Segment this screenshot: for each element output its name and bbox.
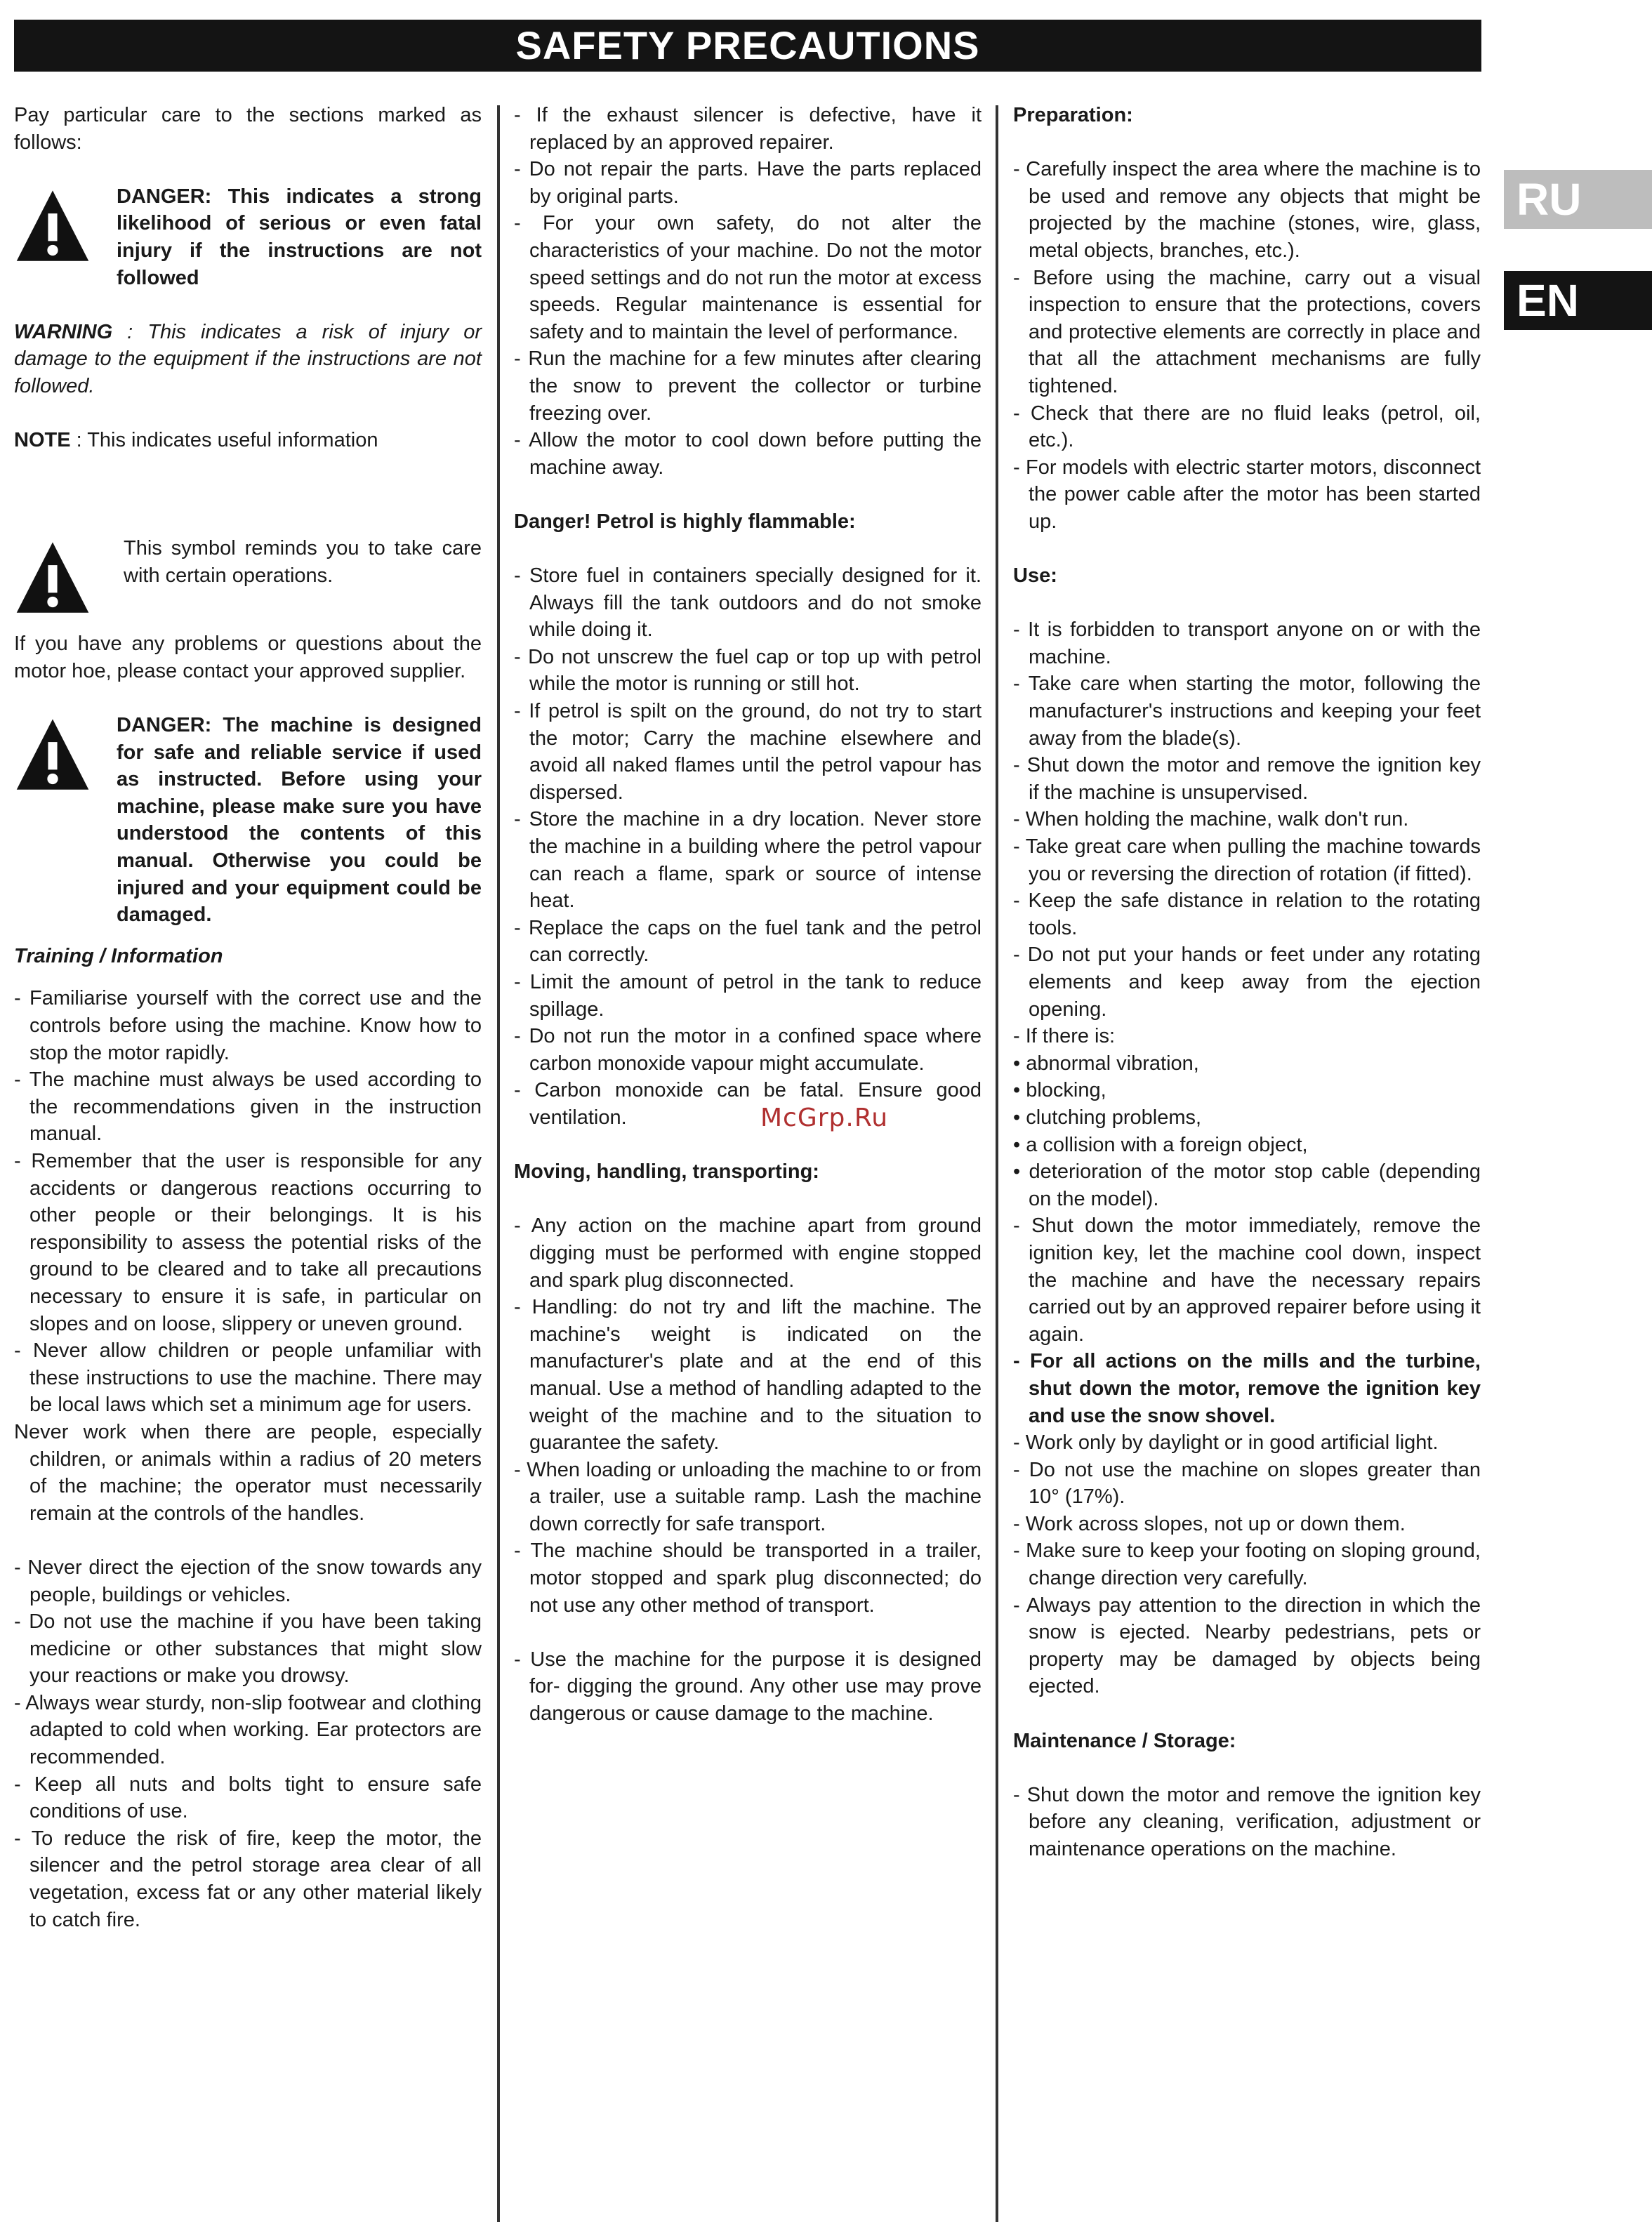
symbol-notice — [14, 535, 482, 623]
use-item: - Shut down the motor immediately, remove the ignition key, let the machine cool down, inspect the machine and have the necessary repairs carried out by an approved repairer before using it again. — [1013, 1214, 1481, 1346]
list-item: - If the exhaust silencer is defective, have it replaced by an approved repairer. — [514, 104, 982, 154]
training-item: - The machine must always be used according to the recommendations given in the instruction manual. — [14, 1068, 482, 1146]
danger-notice-1 — [14, 183, 482, 291]
purpose-item: - Use the machine for the purpose it is designed for- digging the ground. Any other use may prove dangerous or cause damage to the machine. — [514, 1648, 982, 1726]
danger-2-text: DANGER: The machine is designed for safe and reliable service if used as instructed. Before using your machine, please make sure you have understood the contents of this manual. Otherwise you could be injured and your equipment could be damaged. — [117, 714, 482, 927]
warning-triangle-icon — [14, 539, 91, 623]
use-item: - Work only by daylight or in good artificial light. — [1013, 1431, 1439, 1455]
use-item: - Work across slopes, not up or down them. — [1013, 1512, 1406, 1535]
column-divider-2 — [996, 105, 998, 2222]
training-item: - To reduce the risk of fire, keep the motor, the silencer and the petrol storage area clear of all vegetation, excess fat or any other material likely to catch fire. — [14, 1827, 482, 1931]
use-item: - Always pay attention to the direction in which the snow is ejected. Nearby pedestrians, pets or property may be damaged by objects being ejected. — [1013, 1594, 1481, 1698]
use-item: - Make sure to keep your footing on sloping ground, change direction very carefully. — [1013, 1540, 1481, 1590]
bullet-item: • blocking, — [1013, 1079, 1106, 1102]
maintenance-heading: Maintenance / Storage: — [1013, 1729, 1236, 1752]
problems-text: If you have any problems or questions about the motor hoe, please contact your approved supplier. — [14, 633, 482, 682]
petrol-item: - Store the machine in a dry location. Never store the machine in a building where the petrol vapour can reach a flame, spark or source of intense heat. — [514, 808, 982, 913]
moving-item: - The machine should be transported in a trailer, motor stopped and spark plug disconnected; do not use any other method of transport. — [514, 1540, 982, 1617]
intro-text: Pay particular care to the sections marked as follows: — [14, 104, 482, 154]
danger-1-text: DANGER: This indicates a strong likelihood of serious or even fatal injury if the instructions are not followed — [117, 185, 482, 289]
use-item: - Take care when starting the motor, following the manufacturer's instructions and keeping your feet away from the blade(s). — [1013, 673, 1481, 750]
never-work-text: Never work when there are people, especially children, or animals within a radius of 20 meters of the machine; the operator must necessarily remain at the controls of the handles. — [14, 1420, 482, 1525]
training-item: - Remember that the user is responsible for any accidents or dangerous reactions occurring to other people or their belongings. It is his responsibility to assess the potential risks of the ground to be cleared and to take all precautions necessary to ensure it is safe, in particular on slopes and on loose, slippery or uneven ground. — [14, 1150, 482, 1335]
training-item: - Keep all nuts and bolts tight to ensure safe conditions of use. — [14, 1773, 482, 1823]
moving-item: - When loading or unloading the machine to or from a trailer, use a suitable ramp. Lash the machine down correctly for safe transport. — [514, 1458, 982, 1535]
use-item: - When holding the machine, walk don't run. — [1013, 808, 1409, 831]
danger-notice-2 — [14, 712, 482, 929]
moving-item: - Any action on the machine apart from ground digging must be performed with engine stopped and spark plug disconnected. — [514, 1214, 982, 1292]
petrol-item: - Replace the caps on the fuel tank and the petrol can correctly. — [514, 916, 982, 967]
use-item: - Do not use the machine on slopes greater than 10° (17%). — [1013, 1458, 1481, 1509]
preparation-heading: Preparation: — [1013, 104, 1133, 126]
petrol-item: - Store fuel in containers specially designed for it. Always fill the tank outdoors and do not smoke while doing it. — [514, 564, 982, 642]
column-3 — [1013, 102, 1481, 1863]
training-heading: Training / Information — [14, 944, 223, 967]
symbol-text: This symbol reminds you to take care with certain operations. — [124, 537, 482, 587]
note-text: : This indicates useful information — [70, 429, 378, 452]
warning-text: : This indicates a risk of injury or damage to the equipment if the instructions are not followed. — [14, 320, 482, 397]
bullet-item: • a collision with a foreign object, — [1013, 1133, 1308, 1156]
page-title: SAFETY PRECAUTIONS — [14, 20, 1481, 72]
moving-item: - Handling: do not try and lift the machine. The machine's weight is indicated on the manufacturer's plate and at the end of this manual. Use a method of handling adapted to the weight of the machine and to the situation to guarantee the safety. — [514, 1296, 982, 1455]
use-item: - Keep the safe distance in relation to the rotating tools. — [1013, 889, 1481, 939]
warning-label: WARNING — [14, 320, 113, 343]
watermark: McGrp.Ru — [760, 1104, 889, 1132]
bullet-item: • abnormal vibration, — [1013, 1052, 1199, 1075]
use-item: - It is forbidden to transport anyone on or with the machine. — [1013, 618, 1481, 668]
maintenance-item: - Shut down the motor and remove the ignition key before any cleaning, verification, adjustment or maintenance operations on the machine. — [1013, 1783, 1481, 1860]
list-item: - Run the machine for a few minutes after clearing the snow to prevent the collector or turbine freezing over. — [514, 347, 982, 425]
preparation-item: - Carefully inspect the area where the machine is to be used and remove any objects that might be projected by the machine (stones, wire, glass, metal objects, branches, etc.). — [1013, 158, 1481, 262]
use-item-bold: - For all actions on the mills and the turbine, shut down the motor, remove the ignition key and use the snow shovel. — [1013, 1350, 1481, 1427]
training-item: - Never direct the ejection of the snow towards any people, buildings or vehicles. — [14, 1556, 482, 1606]
column-2 — [514, 102, 982, 1728]
use-item: - If there is: — [1013, 1025, 1116, 1048]
use-item: - Shut down the motor and remove the ignition key if the machine is unsupervised. — [1013, 754, 1481, 804]
use-item: - Do not put your hands or feet under any rotating elements and keep away from the ejection opening. — [1013, 943, 1481, 1021]
warning-triangle-icon — [14, 716, 91, 800]
language-tab-en[interactable]: EN — [1504, 271, 1652, 330]
warning-triangle-icon — [14, 187, 91, 272]
petrol-item: - Limit the amount of petrol in the tank to reduce spillage. — [514, 971, 982, 1021]
preparation-item: - Check that there are no fluid leaks (petrol, oil, etc.). — [1013, 402, 1481, 452]
use-heading: Use: — [1013, 564, 1057, 588]
note-definition — [14, 427, 482, 454]
training-item: - Never allow children or people unfamiliar with these instructions to use the machine. There may be local laws which set a minimum age for users. — [14, 1339, 482, 1417]
preparation-item: - For models with electric starter motors, disconnect the power cable after the motor has been started up. — [1013, 456, 1481, 533]
moving-heading: Moving, handling, transporting: — [514, 1160, 819, 1184]
list-item: - Allow the motor to cool down before putting the machine away. — [514, 429, 982, 479]
column-divider-1 — [497, 105, 500, 2222]
petrol-item: - Carbon monoxide can be fatal. Ensure good ventilation. — [514, 1079, 982, 1129]
petrol-item: - Do not unscrew the fuel cap or top up with petrol while the motor is running or still hot. — [514, 645, 982, 696]
warning-definition — [14, 319, 482, 400]
list-item: - For your own safety, do not alter the characteristics of your machine. Do not the motor speed settings and do not run the motor at excess speeds. Regular maintenance is essential for safety and to maintain the level of performance. — [514, 212, 982, 343]
training-item: - Do not use the machine if you have been taking medicine or other substances that might slow your reactions or make you drowsy. — [14, 1610, 482, 1688]
bullet-item: • deterioration of the motor stop cable (depending on the model). — [1013, 1160, 1481, 1210]
language-tab-ru[interactable]: RU — [1504, 170, 1652, 229]
petrol-item: - Do not run the motor in a confined space where carbon monoxide vapour might accumulate. — [514, 1025, 982, 1075]
bullet-item: • clutching problems, — [1013, 1106, 1202, 1129]
column-1 — [14, 102, 482, 1933]
training-item: - Always wear sturdy, non-slip footwear and clothing adapted to cold when working. Ear protectors are recommended. — [14, 1691, 482, 1769]
preparation-item: - Before using the machine, carry out a visual inspection to ensure that the protections, covers and protective elements are correctly in place and that all the attachment mechanisms are fully tightened. — [1013, 266, 1481, 397]
training-item: - Familiarise yourself with the correct use and the controls before using the machine. Know how to stop the motor rapidly. — [14, 987, 482, 1064]
note-label: NOTE — [14, 429, 71, 452]
use-item: - Take great care when pulling the machine towards you or reversing the direction of rotation (if fitted). — [1013, 835, 1481, 885]
list-item: - Do not repair the parts. Have the parts replaced by original parts. — [514, 158, 982, 208]
petrol-heading: Danger! Petrol is highly flammable: — [514, 510, 856, 533]
petrol-item: - If petrol is spilt on the ground, do not try to start the motor; Carry the machine elsewhere and avoid all naked flames until the petrol vapour has dispersed. — [514, 700, 982, 804]
